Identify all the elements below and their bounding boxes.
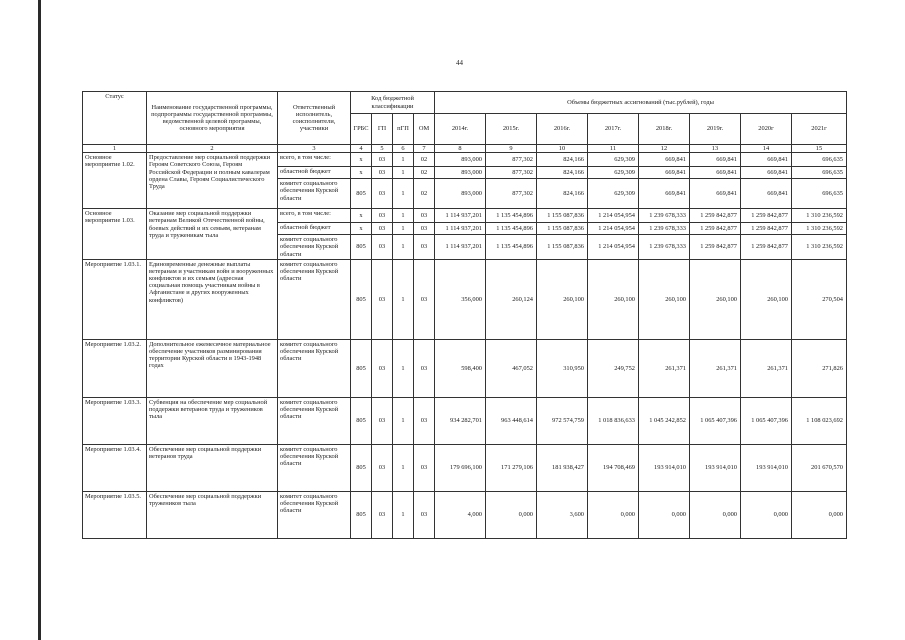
header-year: 2017г. [588,114,639,145]
column-index: 15 [792,145,847,153]
row-code: 1 [393,167,414,179]
row-status: Мероприятие 1.03.2. [83,339,147,397]
header-code-om: ОМ [414,114,435,145]
column-index: 11 [588,145,639,153]
row-value: 0,000 [639,491,690,538]
row-name: Обеспечение мер социальной поддержки тружеников тыла [147,491,278,538]
row-code: 03 [372,153,393,167]
header-code-gp: ГП [372,114,393,145]
row-value: 201 670,570 [792,444,847,491]
row-value: 893,000 [435,179,486,209]
row-value: 261,371 [690,339,741,397]
row-code: 805 [351,444,372,491]
header-year: 2019г. [690,114,741,145]
row-executor: всего, в том числе: [278,153,351,167]
row-value: 934 282,701 [435,397,486,444]
row-value: 1 259 842,877 [741,235,792,260]
column-index-row [83,145,847,153]
row-value: 194 708,469 [588,444,639,491]
row-executor: комитет социального обеспечения Курской области [278,179,351,209]
row-code: 805 [351,259,372,339]
row-value: 696,635 [792,153,847,167]
row-status: Основное мероприятие 1.02. [83,153,147,209]
header-code-grbs: ГРБС [351,114,372,145]
row-value: 1 259 842,877 [690,209,741,223]
row-value: 629,309 [588,167,639,179]
row-value: 260,100 [639,259,690,339]
row-code: 805 [351,491,372,538]
row-value: 1 155 087,836 [537,209,588,223]
row-value: 1 135 454,896 [486,209,537,223]
row-code: 03 [372,209,393,223]
row-code: x [351,209,372,223]
row-code: 1 [393,223,414,235]
row-status: Мероприятие 1.03.3. [83,397,147,444]
row-code: 1 [393,491,414,538]
header-budget-code: Код бюджетной классификации [351,92,435,114]
budget-table [82,91,847,539]
row-value: 171 279,106 [486,444,537,491]
row-value: 629,309 [588,179,639,209]
row-code: 03 [414,339,435,397]
row-executor: комитет социального обеспечения Курской области [278,444,351,491]
table-row [83,491,847,538]
row-code: 1 [393,235,414,260]
header-year: 2021г [792,114,847,145]
column-index: 12 [639,145,690,153]
row-code: 03 [372,235,393,260]
row-code: 02 [414,179,435,209]
row-value: 260,100 [537,259,588,339]
row-code: 03 [414,397,435,444]
column-index: 9 [486,145,537,153]
row-code: 03 [414,209,435,223]
row-code: 03 [414,491,435,538]
row-value: 1 135 454,896 [486,235,537,260]
row-executor: комитет социального обеспечения Курской области [278,491,351,538]
row-value: 0,000 [690,491,741,538]
row-value: 271,826 [792,339,847,397]
row-value: 598,400 [435,339,486,397]
row-code: 03 [372,339,393,397]
row-executor: областной бюджет [278,167,351,179]
row-code: 03 [372,397,393,444]
row-code: 1 [393,209,414,223]
table-body [83,153,847,539]
row-value: 669,841 [741,153,792,167]
row-value: 1 155 087,836 [537,223,588,235]
row-value: 261,371 [639,339,690,397]
row-value: 0,000 [486,491,537,538]
row-name: Предоставление мер социальной поддержки Героям Советского Союза, Героям Российской Федерации и полным кавалерам ордена Славы, Героям Социалистического Труда [147,153,278,209]
row-code: 805 [351,179,372,209]
row-code: 03 [372,259,393,339]
row-code: 805 [351,397,372,444]
scan-edge-line [38,0,41,640]
row-code: 02 [414,167,435,179]
row-value: 4,000 [435,491,486,538]
row-value: 669,841 [690,167,741,179]
row-code: 03 [414,223,435,235]
row-code: 03 [372,491,393,538]
row-code: 03 [414,235,435,260]
row-value: 1 259 842,877 [690,235,741,260]
column-index: 10 [537,145,588,153]
row-code: 805 [351,339,372,397]
row-status: Мероприятие 1.03.1. [83,259,147,339]
row-value: 669,841 [639,153,690,167]
column-index: 4 [351,145,372,153]
row-value: 1 214 054,954 [588,223,639,235]
header-year: 2015г. [486,114,537,145]
header-status: Статус [83,92,147,145]
row-name: Единовременные денежные выплаты ветеранам и участникам войн и вооруженных конфликтов и их семьям (адресная социальная помощь участникам войны в Афганистане и других вооруженных конфликтов) [147,259,278,339]
row-value: 1 310 236,592 [792,235,847,260]
column-index: 3 [278,145,351,153]
column-index: 14 [741,145,792,153]
row-name: Оказание мер социальной поддержки ветеранам Великой Отечественной войны, боевых действий и их семьям, ветеранам труда и труженикам тыла [147,209,278,260]
row-value: 1 114 937,201 [435,223,486,235]
row-code: 03 [372,179,393,209]
row-value: 1 114 937,201 [435,235,486,260]
row-value: 0,000 [588,491,639,538]
row-value: 877,302 [486,153,537,167]
row-value: 1 310 236,592 [792,223,847,235]
row-status: Мероприятие 1.03.4. [83,444,147,491]
header-year: 2020г [741,114,792,145]
row-value: 824,166 [537,153,588,167]
row-value: 669,841 [741,179,792,209]
column-index: 8 [435,145,486,153]
row-value: 1 045 242,852 [639,397,690,444]
row-value: 696,635 [792,167,847,179]
row-status: Мероприятие 1.03.5. [83,491,147,538]
row-code: x [351,167,372,179]
row-value: 877,302 [486,179,537,209]
table-row [83,153,847,167]
row-value: 249,752 [588,339,639,397]
row-code: 1 [393,444,414,491]
row-value: 877,302 [486,167,537,179]
row-value: 669,841 [690,179,741,209]
row-value: 181 938,427 [537,444,588,491]
row-value: 1 239 678,333 [639,235,690,260]
row-code: 1 [393,259,414,339]
row-code: 1 [393,397,414,444]
row-code: 02 [414,153,435,167]
row-value: 1 155 087,836 [537,235,588,260]
row-value: 356,000 [435,259,486,339]
row-code: 03 [414,444,435,491]
row-value: 1 259 842,877 [741,209,792,223]
row-code: x [351,153,372,167]
row-value: 193 914,010 [741,444,792,491]
row-value: 467,052 [486,339,537,397]
row-value: 963 448,614 [486,397,537,444]
row-value: 0,000 [792,491,847,538]
row-value: 179 696,100 [435,444,486,491]
row-value: 193 914,010 [639,444,690,491]
table-row [83,259,847,339]
header-name: Наименование государственной программы, подпрограммы государственной программы, ведомственной целевой программы, основного мероприятия [147,92,278,145]
column-index: 5 [372,145,393,153]
row-executor: комитет социального обеспечения Курской области [278,259,351,339]
row-value: 193 914,010 [690,444,741,491]
row-code: 1 [393,339,414,397]
row-value: 1 259 842,877 [690,223,741,235]
row-value: 1 239 678,333 [639,223,690,235]
header-executor: Ответственный исполнитель, соисполнители, участники [278,92,351,145]
row-value: 824,166 [537,167,588,179]
row-value: 824,166 [537,179,588,209]
column-index: 2 [147,145,278,153]
row-code: 03 [372,223,393,235]
row-name: Обеспечение мер социальной поддержки ветеранов труда [147,444,278,491]
row-value: 669,841 [741,167,792,179]
row-value: 1 135 454,896 [486,223,537,235]
header-year: 2016г. [537,114,588,145]
row-value: 3,600 [537,491,588,538]
row-code: 03 [372,444,393,491]
row-value: 260,100 [741,259,792,339]
row-code: 805 [351,235,372,260]
column-index: 13 [690,145,741,153]
row-executor: комитет социального обеспечения Курской области [278,339,351,397]
row-value: 893,000 [435,153,486,167]
row-code: 03 [372,167,393,179]
row-name: Субвенция на обеспечение мер социальной поддержки ветеранов труда и тружеников тыла [147,397,278,444]
row-value: 1 259 842,877 [741,223,792,235]
column-index: 1 [83,145,147,153]
header-year: 2018г. [639,114,690,145]
row-value: 270,504 [792,259,847,339]
table-row [83,397,847,444]
row-code: 1 [393,153,414,167]
row-value: 696,635 [792,179,847,209]
row-value: 260,124 [486,259,537,339]
row-value: 1 214 054,954 [588,209,639,223]
header-volumes: Объемы бюджетных ассигнований (тыс.рублей), годы [435,92,847,114]
header-year: 2014г. [435,114,486,145]
row-value: 1 018 836,633 [588,397,639,444]
row-value: 261,371 [741,339,792,397]
row-status: Основное мероприятие 1.03. [83,209,147,260]
table-row [83,444,847,491]
table-row [83,209,847,223]
row-value: 0,000 [741,491,792,538]
row-value: 893,000 [435,167,486,179]
row-value: 1 214 054,954 [588,235,639,260]
row-name: Дополнительное ежемесячное материальное обеспечение участников разминирования территории Курской области в 1943-1948 годах [147,339,278,397]
row-executor: комитет социального обеспечения Курской области [278,397,351,444]
row-executor: комитет социального обеспечения Курской области [278,235,351,260]
row-value: 1 114 937,201 [435,209,486,223]
row-value: 260,100 [588,259,639,339]
row-value: 669,841 [690,153,741,167]
row-value: 1 065 407,396 [741,397,792,444]
row-executor: всего, в том числе: [278,209,351,223]
row-code: 03 [414,259,435,339]
column-index: 7 [414,145,435,153]
row-code: x [351,223,372,235]
row-value: 669,841 [639,167,690,179]
page-number: 44 [456,59,463,67]
row-value: 1 108 023,692 [792,397,847,444]
row-value: 1 239 678,333 [639,209,690,223]
row-value: 260,100 [690,259,741,339]
row-value: 669,841 [639,179,690,209]
row-value: 1 310 236,592 [792,209,847,223]
row-value: 972 574,759 [537,397,588,444]
header-code-pgp: пГП [393,114,414,145]
row-value: 1 065 407,396 [690,397,741,444]
table-row [83,339,847,397]
row-executor: областной бюджет [278,223,351,235]
row-value: 629,309 [588,153,639,167]
row-value: 310,950 [537,339,588,397]
column-index: 6 [393,145,414,153]
row-code: 1 [393,179,414,209]
